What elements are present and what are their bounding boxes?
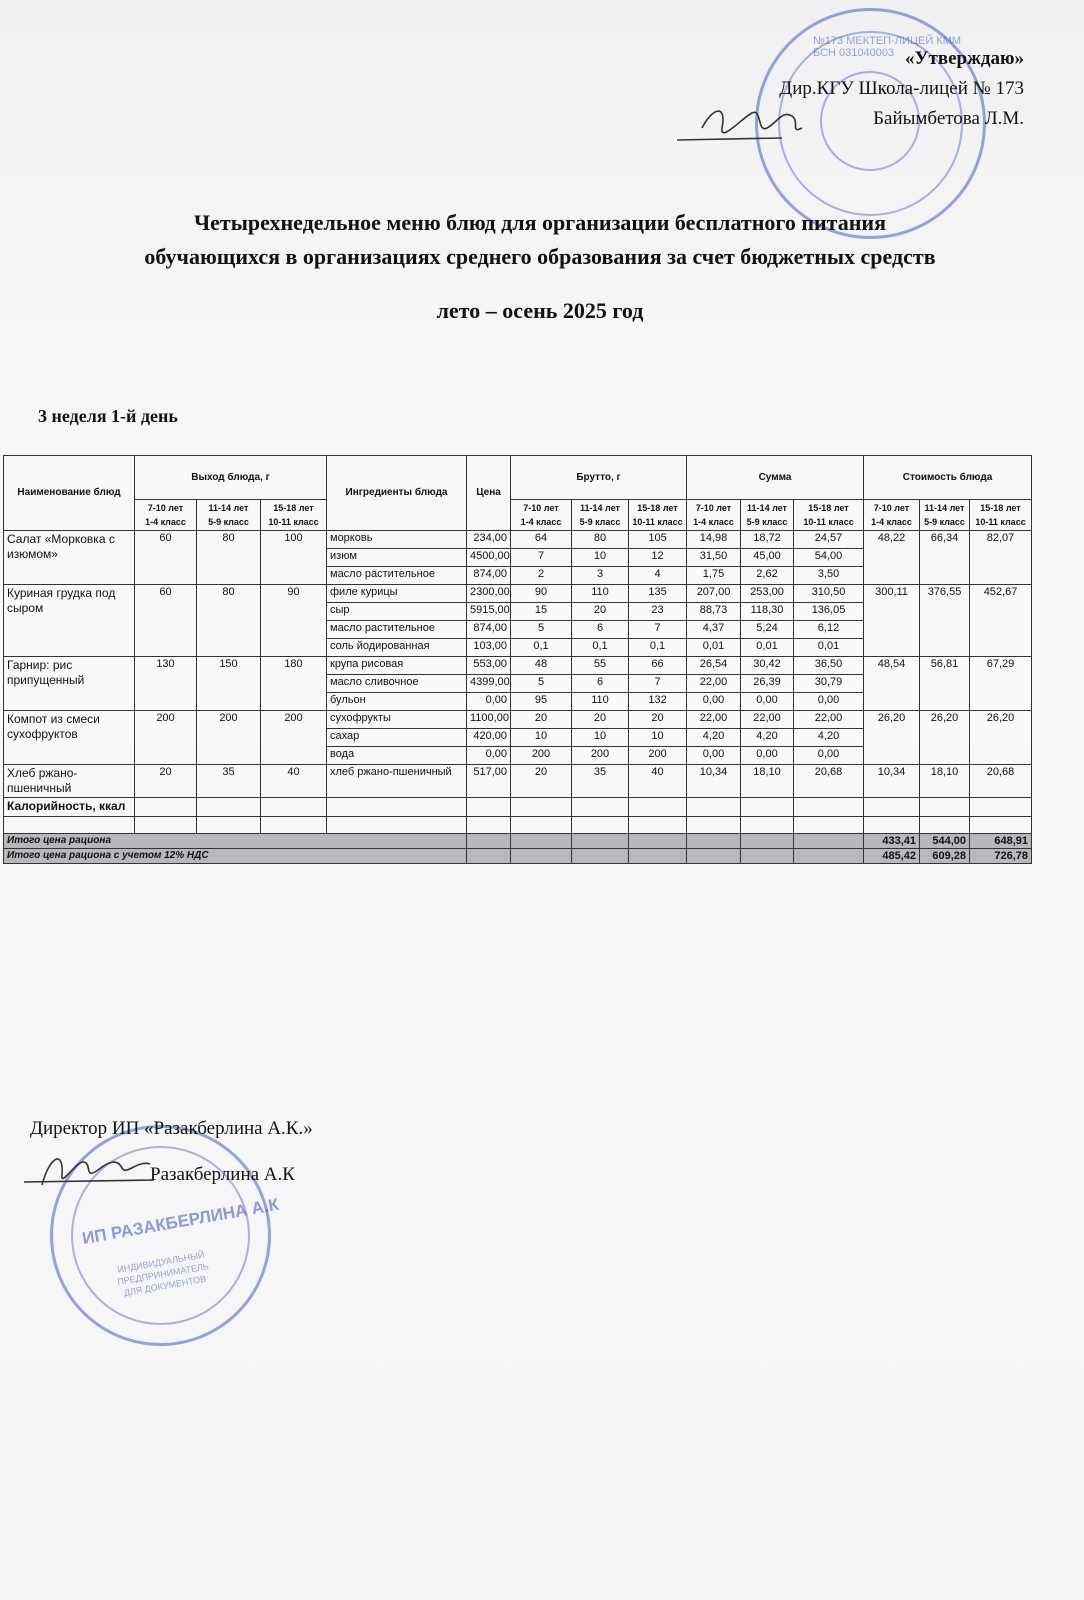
calories-cell: [467, 798, 511, 817]
ingredient-gross: 0,1: [629, 639, 687, 657]
ingredient-gross: 105: [629, 531, 687, 549]
ingredient-gross: 35: [572, 765, 629, 798]
ingredient-sum: 0,01: [794, 639, 864, 657]
ingredient-gross: 10: [511, 729, 572, 747]
ingredient-gross: 20: [511, 765, 572, 798]
blank-cell: [864, 817, 920, 834]
ingredient-name: вода: [327, 747, 467, 765]
ingredient-gross: 7: [629, 621, 687, 639]
dish-output: 35: [197, 765, 261, 798]
ingredient-gross: 80: [572, 531, 629, 549]
total-label: Итого цена рациона: [4, 834, 467, 849]
age-header-cost-1: 11-14 лет 5-9 класс: [920, 500, 970, 531]
ingredient-name: масло растительное: [327, 621, 467, 639]
ingredient-name: масло сливочное: [327, 675, 467, 693]
ingredient-sum: 14,98: [687, 531, 741, 549]
calories-cell: [794, 798, 864, 817]
dish-output: 130: [135, 657, 197, 711]
blank-cell: [629, 817, 687, 834]
ingredient-gross: 10: [572, 729, 629, 747]
ingredient-gross: 110: [572, 585, 629, 603]
director-title: Директор ИП «Разакберлина А.К.»: [30, 1118, 313, 1139]
age-header-sum-1: 11-14 лет 5-9 класс: [741, 500, 794, 531]
total-empty-cell: [572, 849, 629, 864]
calories-cell: [572, 798, 629, 817]
calories-cell: [741, 798, 794, 817]
director-name: Разакберлина А.К: [150, 1164, 295, 1185]
ingredient-gross: 5: [511, 675, 572, 693]
ingredient-sum: 2,62: [741, 567, 794, 585]
total-empty-cell: [467, 834, 511, 849]
document-title-season: лето – осень 2025 год: [436, 298, 644, 323]
ingredient-sum: 4,20: [794, 729, 864, 747]
total-empty-cell: [687, 834, 741, 849]
header-cost: Стоимость блюда: [864, 456, 1032, 500]
dish-cost: 67,29: [970, 657, 1032, 711]
age-header-cost-0: 7-10 лет 1-4 класс: [864, 500, 920, 531]
ingredient-name: изюм: [327, 549, 467, 567]
blank-cell: [197, 817, 261, 834]
dish-cost: 56,81: [920, 657, 970, 711]
ingredient-gross: 12: [629, 549, 687, 567]
ingredient-sum: 1,75: [687, 567, 741, 585]
total-label: Итого цена рациона с учетом 12% НДС: [4, 849, 467, 864]
ingredient-sum: 30,79: [794, 675, 864, 693]
total-row: [4, 849, 1032, 864]
ingredient-price: 103,00: [467, 639, 511, 657]
total-empty-cell: [794, 849, 864, 864]
total-value: 648,91: [970, 834, 1032, 849]
ingredient-gross: 10: [629, 729, 687, 747]
ingredient-gross: 5: [511, 621, 572, 639]
ingredient-gross: 48: [511, 657, 572, 675]
table-row: [4, 765, 1032, 798]
ingredient-sum: 45,00: [741, 549, 794, 567]
dish-output: 200: [135, 711, 197, 765]
total-value: 609,28: [920, 849, 970, 864]
ingredient-sum: 118,30: [741, 603, 794, 621]
dish-name: Салат «Морковка с изюмом»: [4, 531, 135, 585]
ingredient-sum: 36,50: [794, 657, 864, 675]
ingredient-sum: 0,00: [687, 747, 741, 765]
ingredient-name: соль йодированная: [327, 639, 467, 657]
calories-cell: [629, 798, 687, 817]
ingredient-name: сыр: [327, 603, 467, 621]
ingredient-sum: 22,00: [687, 711, 741, 729]
ingredient-gross: 55: [572, 657, 629, 675]
total-empty-cell: [794, 834, 864, 849]
ingredient-gross: 110: [572, 693, 629, 711]
table-row: [4, 585, 1032, 603]
ingredient-gross: 0,1: [572, 639, 629, 657]
ingredient-sum: 3,50: [794, 567, 864, 585]
total-empty-cell: [511, 834, 572, 849]
age-header-gross-2: 15-18 лет 10-11 класс: [629, 500, 687, 531]
approval-heading: «Утверждаю»: [905, 48, 1024, 69]
ingredient-sum: 4,20: [741, 729, 794, 747]
ingredient-gross: 200: [572, 747, 629, 765]
calories-row: [4, 798, 1032, 817]
ingredient-name: крупа рисовая: [327, 657, 467, 675]
ingredient-sum: 0,00: [741, 693, 794, 711]
ingredient-sum: 30,42: [741, 657, 794, 675]
ingredient-sum: 0,01: [741, 639, 794, 657]
age-header-output-1: 11-14 лет 5-9 класс: [197, 500, 261, 531]
ingredient-name: морковь: [327, 531, 467, 549]
table-row: [4, 531, 1032, 549]
document-title-line1: Четырехнедельное меню блюд для организации бесплатного питания: [193, 210, 886, 235]
calories-cell: [135, 798, 197, 817]
ingredient-sum: 22,00: [741, 711, 794, 729]
dish-cost: 66,34: [920, 531, 970, 585]
blank-cell: [135, 817, 197, 834]
document-title-line2: обучающихся в организациях среднего образования за счет бюджетных средств: [144, 244, 936, 269]
dish-cost: 26,20: [920, 711, 970, 765]
age-header-gross-0: 7-10 лет 1-4 класс: [511, 500, 572, 531]
calories-cell: [511, 798, 572, 817]
total-value: 433,41: [864, 834, 920, 849]
total-empty-cell: [572, 834, 629, 849]
ingredient-gross: 7: [511, 549, 572, 567]
blank-cell: [572, 817, 629, 834]
dish-output: 180: [261, 657, 327, 711]
menu-table-body: [4, 531, 1032, 864]
ingredient-sum: 0,00: [687, 693, 741, 711]
ingredient-gross: 20: [511, 711, 572, 729]
dish-cost: 48,54: [864, 657, 920, 711]
table-row: [4, 657, 1032, 675]
ingredient-sum: 253,00: [741, 585, 794, 603]
ingredient-sum: 18,10: [741, 765, 794, 798]
approval-name: Байымбетова Л.М.: [873, 108, 1024, 129]
dish-output: 40: [261, 765, 327, 798]
dish-output: 90: [261, 585, 327, 657]
total-row: [4, 834, 1032, 849]
ingredient-sum: 0,00: [741, 747, 794, 765]
ingredient-sum: 26,54: [687, 657, 741, 675]
blank-cell: [511, 817, 572, 834]
ingredient-gross: 6: [572, 621, 629, 639]
ingredient-sum: 18,72: [741, 531, 794, 549]
dish-output: 20: [135, 765, 197, 798]
blank-cell: [467, 817, 511, 834]
ingredient-sum: 22,00: [794, 711, 864, 729]
ingredient-gross: 40: [629, 765, 687, 798]
dish-output: 200: [261, 711, 327, 765]
total-empty-cell: [741, 849, 794, 864]
header-output: Выход блюда, г: [135, 456, 327, 500]
ingredient-sum: 20,68: [794, 765, 864, 798]
entrepreneur-stamp-title: ИП РАЗАКБЕРЛИНА А.К: [80, 1194, 281, 1249]
ingredient-sum: 6,12: [794, 621, 864, 639]
ingredient-gross: 7: [629, 675, 687, 693]
blank-cell: [920, 817, 970, 834]
dish-cost: 18,10: [920, 765, 970, 798]
total-empty-cell: [511, 849, 572, 864]
table-row: [4, 711, 1032, 729]
calories-label: Калорийность, ккал: [4, 798, 135, 817]
ingredient-sum: 0,00: [794, 693, 864, 711]
approval-signature: [672, 98, 822, 158]
approval-position: Дир.КГУ Школа-лицей № 173: [779, 78, 1024, 99]
ingredient-gross: 3: [572, 567, 629, 585]
calories-cell: [197, 798, 261, 817]
ingredient-price: 0,00: [467, 693, 511, 711]
ingredient-price: 874,00: [467, 621, 511, 639]
week-day-label: 3 неделя 1-й день: [38, 406, 178, 426]
ingredient-sum: 5,24: [741, 621, 794, 639]
ingredient-gross: 10: [572, 549, 629, 567]
dish-output: 200: [197, 711, 261, 765]
calories-cell: [261, 798, 327, 817]
ingredient-gross: 200: [629, 747, 687, 765]
dish-cost: 26,20: [864, 711, 920, 765]
ingredient-price: 420,00: [467, 729, 511, 747]
ingredient-sum: 310,50: [794, 585, 864, 603]
entrepreneur-stamp-subtitle: ИНДИВИДУАЛЬНЫЙ ПРЕДПРИНИМАТЕЛЬ ДЛЯ ДОКУМЕНТОВ: [116, 1249, 210, 1298]
dish-name: Гарнир: рис припущенный: [4, 657, 135, 711]
ingredient-sum: 0,00: [794, 747, 864, 765]
dish-cost: 300,11: [864, 585, 920, 657]
ingredient-sum: 0,01: [687, 639, 741, 657]
dish-name: Компот из смеси сухофруктов: [4, 711, 135, 765]
ingredient-price: 1100,00: [467, 711, 511, 729]
ingredient-gross: 20: [629, 711, 687, 729]
blank-row: [4, 817, 1032, 834]
header-dish-name: Наименование блюд: [4, 456, 135, 531]
ingredient-gross: 23: [629, 603, 687, 621]
blank-cell: [261, 817, 327, 834]
ingredient-name: сахар: [327, 729, 467, 747]
ingredient-sum: 4,37: [687, 621, 741, 639]
ingredient-gross: 2: [511, 567, 572, 585]
ingredient-gross: 4: [629, 567, 687, 585]
dish-cost: 82,07: [970, 531, 1032, 585]
total-value: 544,00: [920, 834, 970, 849]
ingredient-sum: 26,39: [741, 675, 794, 693]
ingredient-gross: 66: [629, 657, 687, 675]
total-empty-cell: [467, 849, 511, 864]
header-ingredients: Ингредиенты блюда: [327, 456, 467, 531]
age-group-header-row: [4, 500, 1032, 531]
ingredient-sum: 4,20: [687, 729, 741, 747]
header-price: Цена: [467, 456, 511, 531]
calories-cell: [687, 798, 741, 817]
dish-output: 60: [135, 585, 197, 657]
ingredient-sum: 207,00: [687, 585, 741, 603]
blank-cell: [794, 817, 864, 834]
ingredient-sum: 10,34: [687, 765, 741, 798]
ingredient-gross: 135: [629, 585, 687, 603]
age-header-sum-0: 7-10 лет 1-4 класс: [687, 500, 741, 531]
ingredient-price: 4399,00: [467, 675, 511, 693]
menu-table: [3, 455, 1032, 864]
ingredient-gross: 200: [511, 747, 572, 765]
total-empty-cell: [687, 849, 741, 864]
ingredient-name: хлеб ржано-пшеничный: [327, 765, 467, 798]
ingredient-sum: 22,00: [687, 675, 741, 693]
ingredient-gross: 0,1: [511, 639, 572, 657]
ingredient-gross: 6: [572, 675, 629, 693]
calories-cell: [970, 798, 1032, 817]
ingredient-name: бульон: [327, 693, 467, 711]
blank-cell: [327, 817, 467, 834]
ingredient-price: 517,00: [467, 765, 511, 798]
dish-output: 60: [135, 531, 197, 585]
age-header-sum-2: 15-18 лет 10-11 класс: [794, 500, 864, 531]
dish-output: 100: [261, 531, 327, 585]
age-header-cost-2: 15-18 лет 10-11 класс: [970, 500, 1032, 531]
ingredient-price: 5915,00: [467, 603, 511, 621]
ingredient-gross: 90: [511, 585, 572, 603]
ingredient-sum: 88,73: [687, 603, 741, 621]
total-value: 485,42: [864, 849, 920, 864]
dish-output: 80: [197, 585, 261, 657]
age-header-output-0: 7-10 лет 1-4 класс: [135, 500, 197, 531]
calories-cell: [920, 798, 970, 817]
total-value: 726,78: [970, 849, 1032, 864]
ingredient-price: 4500,00: [467, 549, 511, 567]
ingredient-sum: 136,05: [794, 603, 864, 621]
director-signature: [22, 1140, 162, 1200]
calories-cell: [327, 798, 467, 817]
blank-cell: [687, 817, 741, 834]
ingredient-price: 2300,00: [467, 585, 511, 603]
ingredient-gross: 20: [572, 711, 629, 729]
dish-cost: 20,68: [970, 765, 1032, 798]
ingredient-price: 553,00: [467, 657, 511, 675]
dish-output: 150: [197, 657, 261, 711]
ingredient-gross: 15: [511, 603, 572, 621]
dish-output: 80: [197, 531, 261, 585]
blank-cell: [4, 817, 135, 834]
ingredient-gross: 20: [572, 603, 629, 621]
ingredient-sum: 31,50: [687, 549, 741, 567]
age-header-output-2: 15-18 лет 10-11 класс: [261, 500, 327, 531]
dish-cost: 48,22: [864, 531, 920, 585]
ingredient-name: филе курицы: [327, 585, 467, 603]
ingredient-name: масло растительное: [327, 567, 467, 585]
ingredient-gross: 132: [629, 693, 687, 711]
dish-cost: 376,55: [920, 585, 970, 657]
ingredient-gross: 64: [511, 531, 572, 549]
header-sum: Сумма: [687, 456, 864, 500]
ingredient-price: 234,00: [467, 531, 511, 549]
dish-cost: 452,67: [970, 585, 1032, 657]
school-stamp-text: №173 МЕКТЕП-ЛИЦЕЙ КММ БСН 031040003: [813, 35, 962, 59]
ingredient-sum: 24,57: [794, 531, 864, 549]
ingredient-price: 0,00: [467, 747, 511, 765]
ingredient-sum: 54,00: [794, 549, 864, 567]
blank-cell: [970, 817, 1032, 834]
age-header-gross-1: 11-14 лет 5-9 класс: [572, 500, 629, 531]
total-empty-cell: [629, 834, 687, 849]
calories-cell: [864, 798, 920, 817]
blank-cell: [741, 817, 794, 834]
dish-cost: 26,20: [970, 711, 1032, 765]
total-empty-cell: [629, 849, 687, 864]
ingredient-name: сухофрукты: [327, 711, 467, 729]
header-gross: Брутто, г: [511, 456, 687, 500]
dish-name: Хлеб ржано-пшеничный: [4, 765, 135, 798]
total-empty-cell: [741, 834, 794, 849]
ingredient-price: 874,00: [467, 567, 511, 585]
ingredient-gross: 95: [511, 693, 572, 711]
dish-name: Куриная грудка под сыром: [4, 585, 135, 657]
dish-cost: 10,34: [864, 765, 920, 798]
